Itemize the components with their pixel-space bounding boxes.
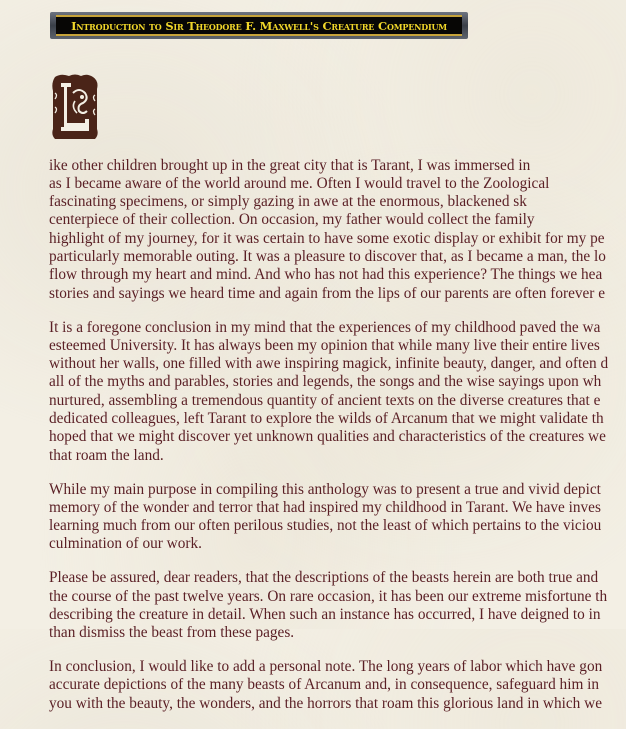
- dropcap-block: [49, 71, 626, 141]
- text-line: highlight of my journey, for it was certain to have some exotic display or exhibit for my pe: [49, 229, 605, 247]
- article-body: [49, 71, 626, 729]
- text-line: than dismiss the beast from these pages.: [49, 624, 295, 642]
- text-line: as I became aware of the world around me. Often I would travel to the Zoological: [49, 174, 550, 192]
- paragraph-4: [49, 569, 626, 642]
- paragraph-3: [49, 481, 626, 554]
- text-line: esteemed University. It has always been my opinion that while many live their entire lives: [49, 336, 600, 354]
- text-line: hoped that we might discover yet unknown qualities and characteristics of the creatures we: [49, 428, 606, 446]
- title-banner-inner: [56, 15, 462, 36]
- text-line: that roam the land.: [49, 446, 164, 464]
- text-line: centerpiece of their collection. On occasion, my father would collect the family: [49, 211, 535, 229]
- text-line: describing the creature in detail. When such an instance has occurred, I have deigned to in: [49, 605, 601, 623]
- text-line: While my main purpose in compiling this anthology was to present a true and vivid depict: [49, 480, 601, 498]
- paragraph-1: [49, 71, 626, 141]
- page-title: Introduction to Sir Theodore F. Maxwell's Creature Compendium: [71, 18, 447, 33]
- text-line: fascinating specimens, or simply gazing in awe at the enormous, blackened sk: [49, 193, 527, 211]
- text-line: nurtured, assembling a tremendous quantity of ancient texts on the diverse creatures that e: [49, 391, 601, 409]
- text-line: all of the myths and parables, stories and legends, the songs and the wise sayings upon wh: [49, 373, 602, 391]
- text-line: particularly memorable outing. It was a pleasure to discover that, as I became a man, the lo: [49, 248, 606, 266]
- text-line: the course of the past twelve years. On rare occasion, it has been our extreme misfortune th: [49, 587, 608, 605]
- text-line: you with the beauty, the wonders, and the horrors that roam this glorious land in which we: [49, 694, 602, 712]
- illuminated-letter-l-icon: [49, 73, 101, 141]
- text-line: stories and sayings we heard time and again from the lips of our parents are often forever e: [49, 284, 606, 302]
- title-banner: [50, 12, 468, 39]
- text-line: Please be assured, dear readers, that the descriptions of the beasts herein are both true and: [49, 569, 599, 587]
- text-line: without her walls, one filled with awe inspiring magick, infinite beauty, danger, and often d: [49, 355, 609, 373]
- text-line: memory of the wonder and terror that had inspired my childhood in Tarant. We have inves: [49, 498, 601, 516]
- paragraph-5: [49, 658, 626, 713]
- text-line: In conclusion, I would like to add a personal note. The long years of labor which have gon: [49, 658, 603, 676]
- text-line: ike other children brought up in the great city that is Tarant, I was immersed in: [49, 156, 531, 174]
- text-line: dedicated colleagues, left Tarant to explore the wilds of Arcanum that we might validate th: [49, 410, 604, 428]
- text-line: culmination of our work.: [49, 535, 202, 553]
- paragraph-2: [49, 319, 626, 465]
- text-line: learning much from our often perilous studies, not the least of which pertains to the viciou: [49, 517, 602, 535]
- text-line: flow through my heart and mind. And who has not had this experience? The things we hea: [49, 266, 603, 284]
- text-line: accurate depictions of the many beasts of Arcanum and, in consequence, safeguard him in: [49, 676, 600, 694]
- text-line: It is a foregone conclusion in my mind that the experiences of my childhood paved the wa: [49, 318, 601, 336]
